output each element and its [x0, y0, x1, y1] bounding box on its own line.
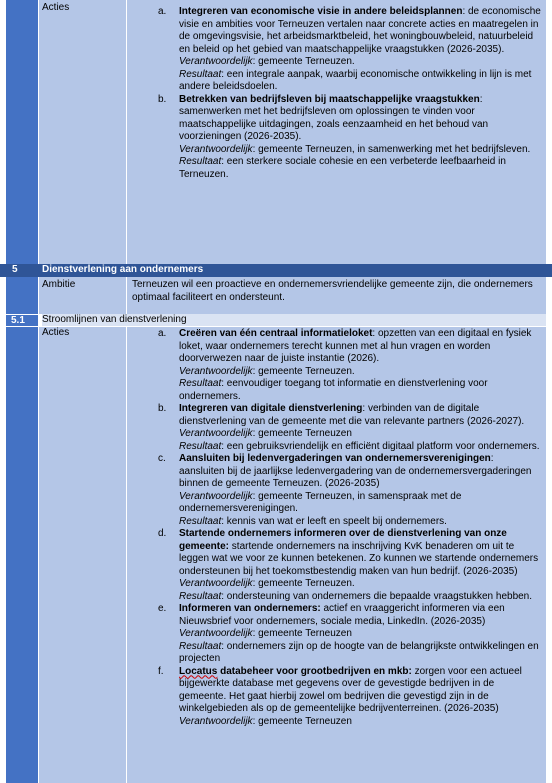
item-letter: e.: [158, 603, 167, 614]
item-heading: Creëren van één centraal informatieloket: [179, 328, 373, 339]
result-label: Resultaat: [179, 590, 222, 602]
responsible-value: : gemeente Terneuzen.: [252, 578, 355, 589]
item-body: : aansluiten bij de jaarlijkse ledenvergadering van de ondernemersvergaderingen binnen de gemeente Terneuzen. (2026-2035): [179, 453, 532, 489]
item-body: : samenwerken met het bedrijfsleven om oplossingen te vinden voor maatschappelijke uitdagingen, zoals eenzaamheid en het behoud van voorzieningen (2026-2035).: [179, 93, 489, 142]
result-value: : ondernemers zijn op de hoogte van de belangrijkste ontwikkelingen en projecten: [179, 640, 539, 664]
responsible-label: Verantwoordelijk: [179, 143, 253, 155]
item-letter: b.: [158, 93, 167, 105]
item-heading: Startende ondernemers informeren over de dienstverlening van onze gemeente:: [179, 528, 507, 552]
item-heading: Betrekken van bedrijfsleven bij maatschappelijke vraagstukken: [179, 93, 480, 105]
responsible-value: : gemeente Terneuzen.: [252, 56, 355, 67]
actions-label-cell: [38, 0, 126, 264]
section-header: [0, 264, 552, 277]
list-item: [132, 528, 541, 603]
item-letter: a.: [158, 328, 167, 339]
list-item: [132, 666, 541, 729]
result-value: : een gebruiksvriendelijk en efficiënt digitaal platform voor ondernemers.: [221, 440, 540, 452]
ambition-label: Ambitie: [42, 279, 76, 290]
subsection-number: 5.1: [11, 315, 25, 326]
subsection-title: Stroomlijnen van dienstverlening: [42, 314, 187, 325]
item-body: actief en vraaggericht informeren via een Nieuwsbrief voor ondernemers, sociale media, LinkedIn. (2026-2035): [179, 603, 505, 627]
section-number: 5: [12, 264, 18, 275]
subsection-title-cell: [42, 314, 546, 326]
responsible-label: Verantwoordelijk: [179, 56, 253, 67]
item-body: startende ondernemers na inschrijving KvK benaderen om uit te leggen wat we voor ze kunnen betekenen. Zo kunnen we startende ondernemers ondersteunen bij het toekomstbestendig maken van hun bedrijf. (2026-2035): [179, 540, 539, 577]
list-item: [132, 403, 541, 453]
item-body: : de economische visie en ambities voor Terneuzen vertalen naar concrete acties en maatregelen in de omgevingsvisie, het arbeidsmarktbeleid, het woningbouwbeleid, natuurbeleid en beleid op het gebied van maatschappelijke vraagstukken (2026-2035).: [179, 6, 541, 55]
ambition-content-cell: [126, 277, 546, 314]
item-heading: Integreren van digitale dienstverlening: [179, 403, 363, 414]
result-label: Resultaat: [179, 515, 222, 527]
item-body: : verbinden van de digitale dienstverlening van de gemeente met die van relevante partners (2026-2027).: [179, 403, 525, 427]
actions-label-cell: [38, 327, 126, 783]
item-letter: c.: [158, 453, 166, 464]
list-item: [132, 6, 541, 94]
item-heading: databeheer voor grootbedrijven en mkb:: [217, 665, 412, 677]
result-label: Resultaat: [179, 156, 222, 167]
result-value: : een integrale aanpak, waarbij economische ontwikkeling in lijn is met andere beleidsdoelen.: [179, 68, 532, 92]
responsible-label: Verantwoordelijk: [179, 628, 253, 639]
list-item: [132, 453, 541, 528]
actions-label: Acties: [42, 327, 70, 338]
item-letter: f.: [158, 665, 164, 677]
responsible-value: : gemeente Terneuzen: [252, 428, 352, 439]
responsible-value: : gemeente Terneuzen, in samenwerking met het bedrijfsleven.: [252, 143, 531, 155]
ambition-label-cell: [38, 277, 126, 314]
actions-row-top: [0, 0, 552, 264]
responsible-label: Verantwoordelijk: [179, 428, 253, 439]
responsible-label: Verantwoordelijk: [179, 578, 253, 589]
actions-row: [0, 327, 552, 783]
ambition-row: [0, 277, 552, 314]
responsible-value: : gemeente Terneuzen: [252, 628, 352, 639]
result-value: : een sterkere sociale cohesie en een verbeterde leefbaarheid in Terneuzen.: [179, 156, 506, 180]
subsection-header: [0, 314, 552, 326]
responsible-label: Verantwoordelijk: [179, 365, 253, 377]
responsible-value: : gemeente Terneuzen: [252, 715, 352, 727]
item-body: : opzetten van een digitaal en fysiek loket, waar ondernemers terecht kunnen met al hun vragen en worden doorverwezen naar de juiste instantie (2026).: [179, 328, 532, 364]
item-body: zorgen voor een actueel bijgewerkte database met gegevens over de gevestigde bedrijven in de gemeente. Het gaat hierbij zowel om bedrijven die gevestigd zijn in de winkelgebieden als op de gemeentelijke bedrijventerreinen. (2026-2035): [179, 665, 522, 714]
result-label: Resultaat: [179, 378, 222, 389]
result-label: Resultaat: [179, 68, 222, 80]
number-cell: [6, 277, 38, 314]
item-letter: a.: [158, 6, 167, 17]
item-letter: b.: [158, 403, 167, 414]
item-heading: Integreren van economische visie in andere beleidsplannen: [179, 6, 463, 17]
item-letter: d.: [158, 528, 167, 539]
result-label: Resultaat: [179, 440, 222, 452]
list-item: [132, 328, 541, 403]
list-item: [132, 94, 541, 182]
ambition-text: Terneuzen wil een proactieve en ondernemersvriendelijke gemeente zijn, die ondernemers optimaal faciliteert en ondersteunt.: [132, 279, 533, 303]
responsible-value: : gemeente Terneuzen.: [252, 365, 355, 377]
responsible-label: Verantwoordelijk: [179, 490, 253, 502]
result-label: Resultaat: [179, 640, 222, 652]
result-value: : eenvoudiger toegang tot informatie en dienstverlening voor ondernemers.: [179, 378, 488, 402]
number-cell: [6, 0, 38, 264]
item-heading: Aansluiten bij ledenvergaderingen van ondernemersverenigingen: [179, 453, 491, 464]
actions-label: Acties: [42, 2, 70, 13]
list-item: [132, 603, 541, 666]
section-title: Dienstverlening aan ondernemers: [42, 264, 204, 275]
responsible-label: Verantwoordelijk: [179, 715, 253, 727]
result-value: : ondersteuning van ondernemers die bepaalde vraagstukken hebben.: [221, 590, 533, 602]
actions-content-cell: [126, 0, 546, 264]
responsible-value: : gemeente Terneuzen, in samenspraak met de ondernemersverenigingen.: [179, 490, 462, 514]
actions-content-cell: [126, 327, 546, 783]
subsection-number-cell: [6, 314, 38, 326]
result-value: : kennis van wat er leeft en speelt bij ondernemers.: [221, 515, 447, 527]
item-heading-underlined: Locatus: [179, 665, 218, 677]
item-heading: Informeren van ondernemers:: [179, 603, 321, 614]
number-cell: [6, 327, 38, 783]
